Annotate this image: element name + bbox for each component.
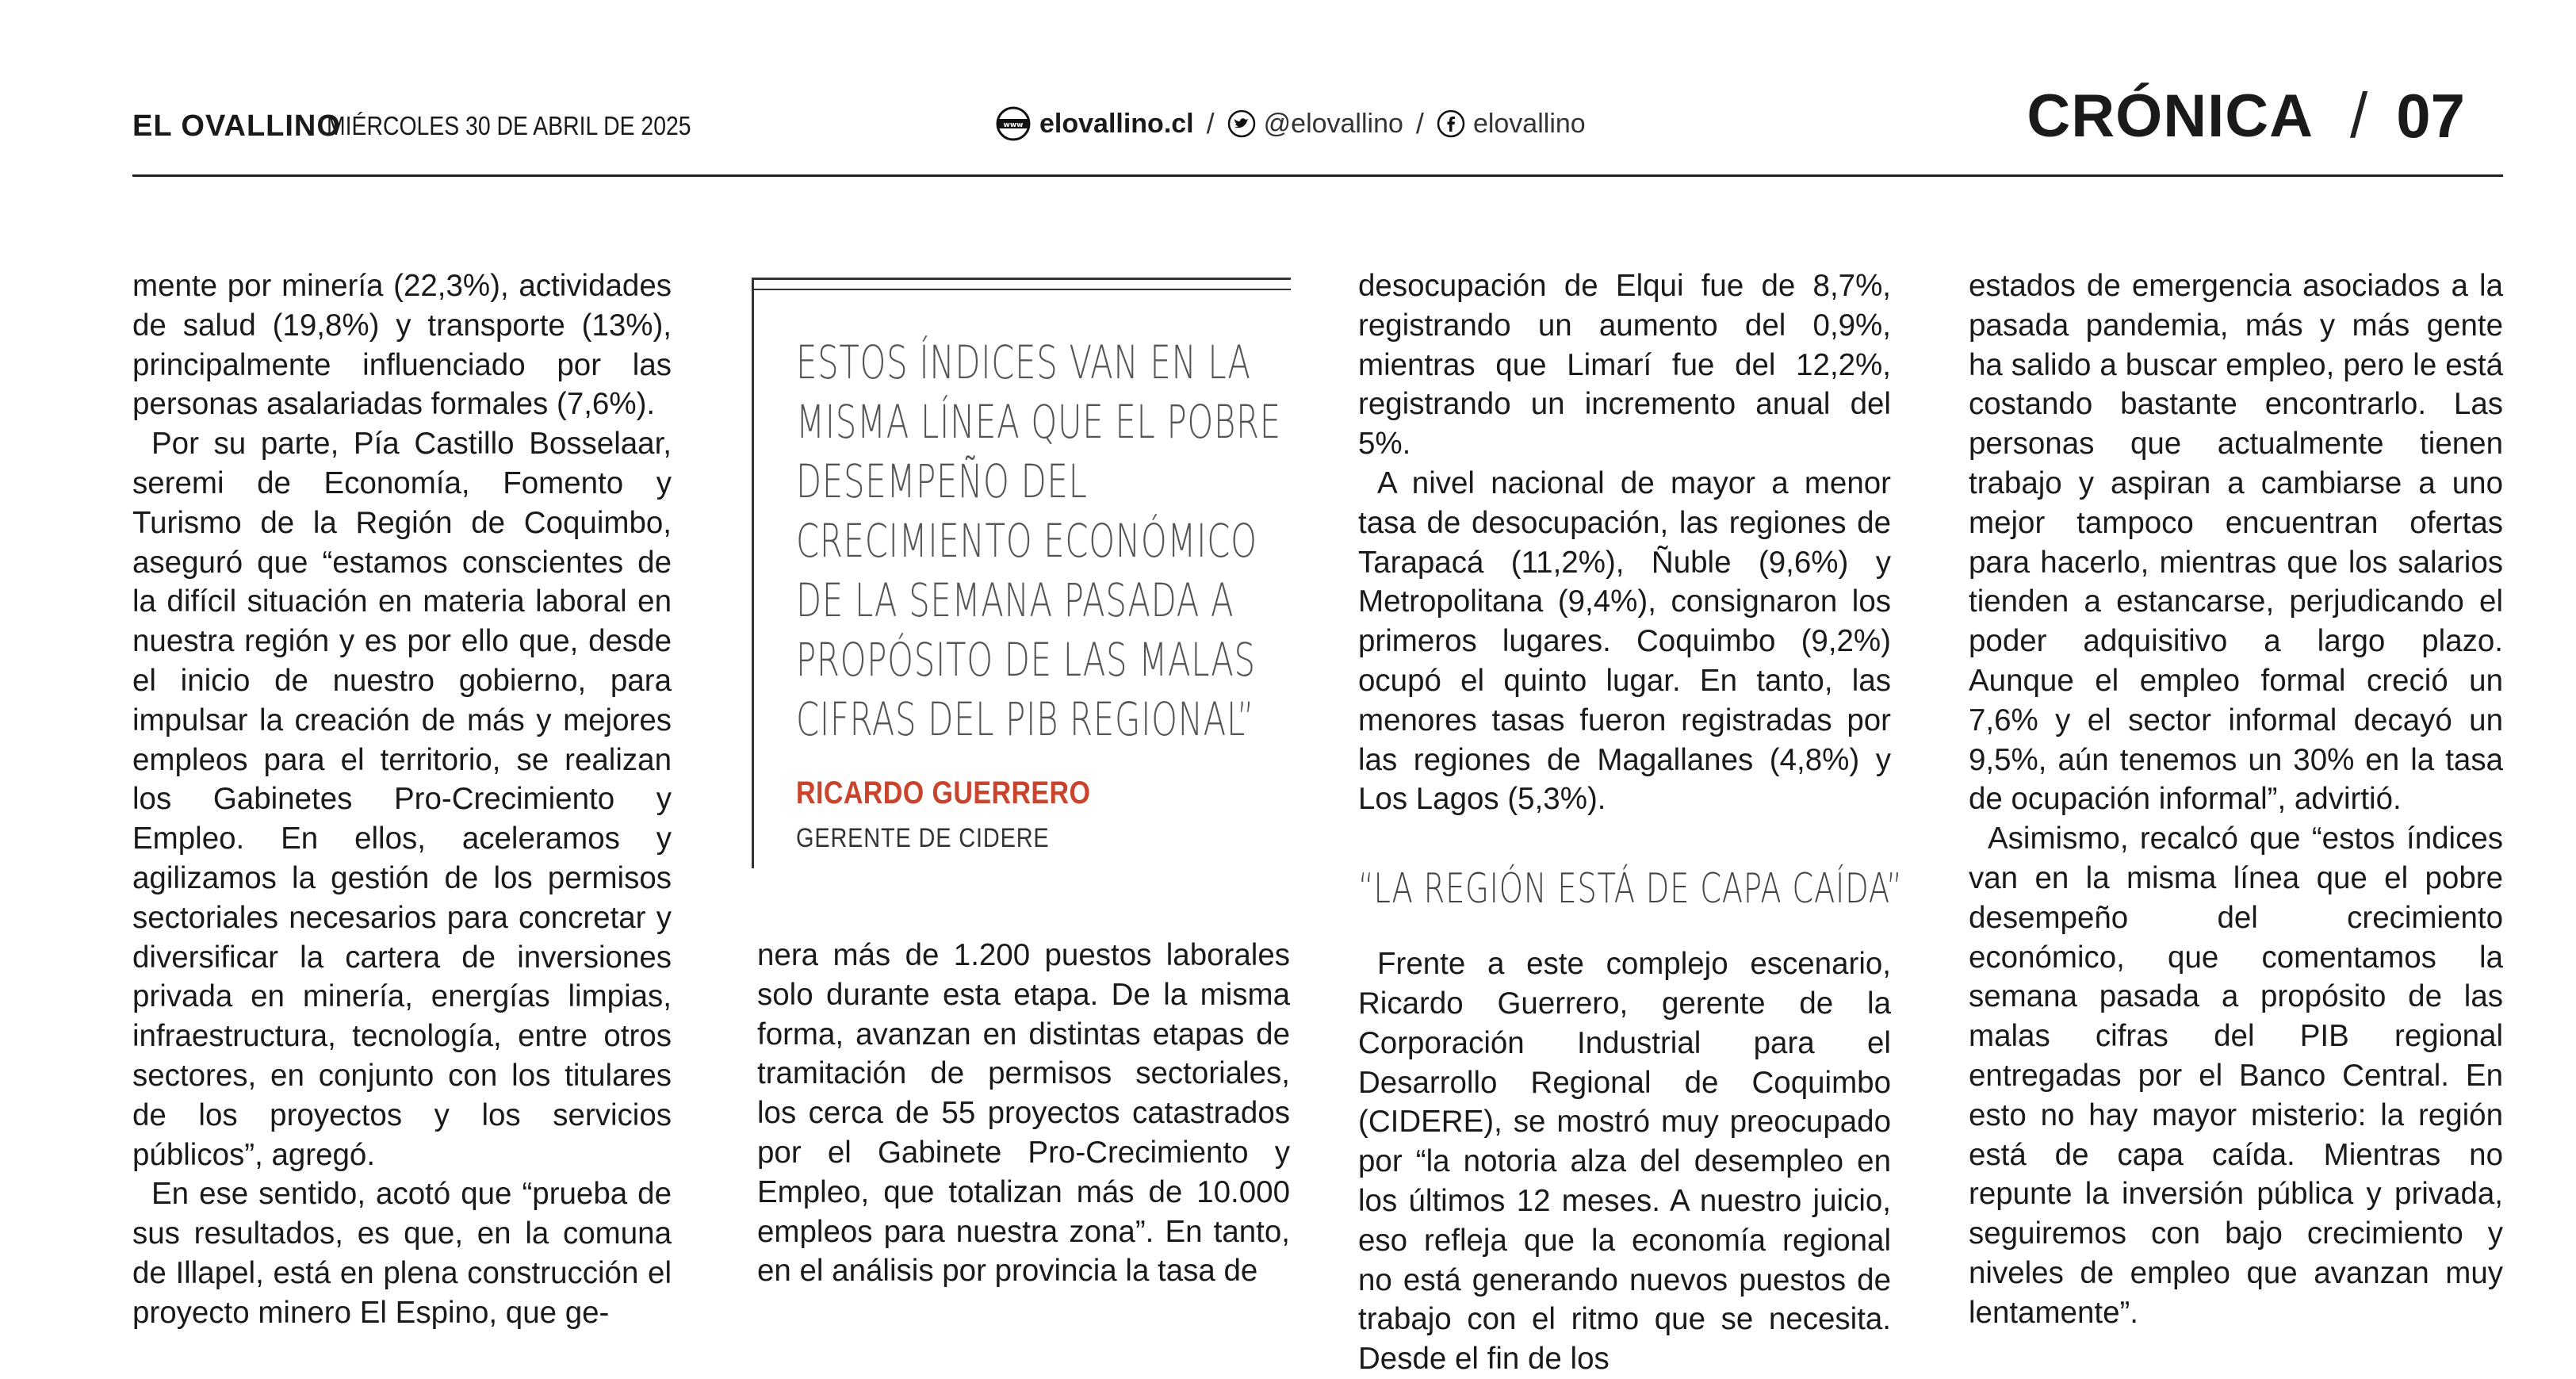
newspaper-name: EL OVALLINO (132, 109, 341, 143)
subheading: “LA REGIÓN ESTÁ DE CAPA CAÍDA” (1358, 865, 1903, 914)
section-heading (2027, 79, 2465, 152)
pull-quote-text: ESTOS ÍNDICES VAN EN LA MISMA LÍNEA QUE EL POBRE DESEMPEÑO DEL CRECIMIENTO ECONÓMICO DE LA SEMANA PASADA A PROPÓSITO DE LAS MALAS CIFRAS DEL PIB REGIONAL” (796, 335, 1281, 746)
pull-quote-rule (752, 278, 754, 868)
paragraph: estados de emergencia asociados a la pasada pandemia, más y más gente ha salido a buscar empleo, pero le está costando bastante encontrarlo. Las personas que actualmente tienen trabajo y aspiran a cambiarse a uno mejor tampoco encuentran ofertas para hacerlo, mientras que los salarios tienden a estancarse, perjudicando el poder adquisitivo a largo plazo. Aunque el empleo formal creció un 7,6% y el sector informal decayó un 9,5%, aún tenemos un 30% en la tasa de ocupación informal”, advirtió. (1969, 269, 2503, 817)
paragraph: En ese sentido, acotó que “prueba de sus resultados, es que, en la comuna de Illapel, está en plena construcción el proyecto minero El Espino, que ge- (132, 1177, 672, 1330)
website-link[interactable]: elovallino.cl (1039, 108, 1194, 139)
article-column-2 (757, 936, 1290, 1291)
header-rule (132, 174, 2503, 177)
paragraph: nera más de 1.200 puestos laborales solo durante esta etapa. De la misma forma, avanzan en distintas etapas de tramitación de permisos sectoriales, los cerca de 55 proyectos catastrados por el Gabinete Pro-Crecimiento y Empleo, que totalizan más de 10.000 empleos para nuestra zona”. En tanto, en el análisis por provincia la tasa de (757, 938, 1290, 1289)
paragraph: A nivel nacional de mayor a menor tasa de desocupación, las regiones de Tarapacá (11,2%), Ñuble (9,6%) y Metropolitana (9,4%), consignaron los primeros lugares. Coquimbo (9,2%) ocupó el quinto lugar. En tanto, las menores tasas fueron registradas por las regiones de Magallanes (4,8%) y Los Lagos (5,3%). (1358, 465, 1891, 817)
section-name: CRÓNICA (2027, 82, 2314, 150)
page-header (0, 0, 2576, 182)
article-column-3 (1358, 266, 1903, 1379)
pull-quote-author: RICARDO GUERRERO (796, 776, 1091, 810)
globe-www-icon (995, 105, 1032, 142)
section-separator: / (2350, 80, 2368, 151)
pull-quote-rule (752, 289, 1291, 290)
separator: / (1206, 107, 1215, 140)
page-number: 07 (2396, 80, 2465, 151)
paragraph: Asimismo, recalcó que “estos índices van en la misma línea que el pobre desempeño del crecimiento económico, que comentamos la semana pasada a propósito de las malas cifras del PIB regional entregadas por el Banco Central. En esto no hay mayor misterio: la región está de capa caída. Mientras no repunte la inversión pública y privada, seguiremos con bajo crecimiento y niveles de empleo que avanzan muy lentamente”. (1969, 822, 2503, 1330)
facebook-icon (1437, 109, 1465, 138)
paragraph: Frente a este complejo escenario, Ricardo Guerrero, gerente de la Corporación Industrial para el Desarrollo Regional de Coquimbo (CIDERE), se mostró muy preocupado por “la notoria alza del desempleo en los últimos 12 meses. A nuestro juicio, eso refleja que la economía regional no está generando nuevos puestos de trabajo con el ritmo que se necesita. Desde el fin de los (1358, 947, 1891, 1377)
twitter-icon (1227, 109, 1256, 138)
separator: / (1415, 107, 1424, 140)
pull-quote-rule (752, 278, 1291, 280)
paragraph: desocupación de Elqui fue de 8,7%, registrando un aumento del 0,9%, mientras que Limarí fue del 12,2%, registrando un incremento anual del 5%. (1358, 269, 1891, 462)
facebook-handle[interactable]: elovallino (1472, 108, 1586, 139)
paragraph: mente por minería (22,3%), actividades de salud (19,8%) y transporte (13%), principalmente influenciado por las personas asalariadas formales (7,6%). (132, 269, 672, 422)
article-column-1 (132, 266, 672, 1333)
svg-text:www: www (1003, 121, 1024, 129)
paragraph: Por su parte, Pía Castillo Bosselaar, seremi de Economía, Fomento y Turismo de la Región de Coquimbo, aseguró que “estamos conscientes de la difícil situación en materia laboral en nuestra región y es por ello que, desde el inicio de nuestro gobierno, para impulsar la creación de más y mejores empleos para el territorio, se realizan los Gabinetes Pro-Crecimiento y Empleo. En ellos, aceleramos y agilizamos la gestión de los permisos sectoriales necesarios para concretar y diversificar la cartera de inversiones privada en minería, energías limpias, infraestructura, tecnología, entre otros sectores, en conjunto con los titulares de los proyectos y los servicios públicos”, agregó. (132, 427, 672, 1172)
pull-quote (752, 278, 1291, 868)
issue-date: MIÉRCOLES 30 DE ABRIL DE 2025 (327, 111, 691, 140)
social-links (995, 100, 1586, 147)
article-column-4 (1969, 266, 2503, 1333)
twitter-handle[interactable]: @elovallino (1263, 108, 1403, 139)
pull-quote-role: GERENTE DE CIDERE (796, 823, 1050, 853)
